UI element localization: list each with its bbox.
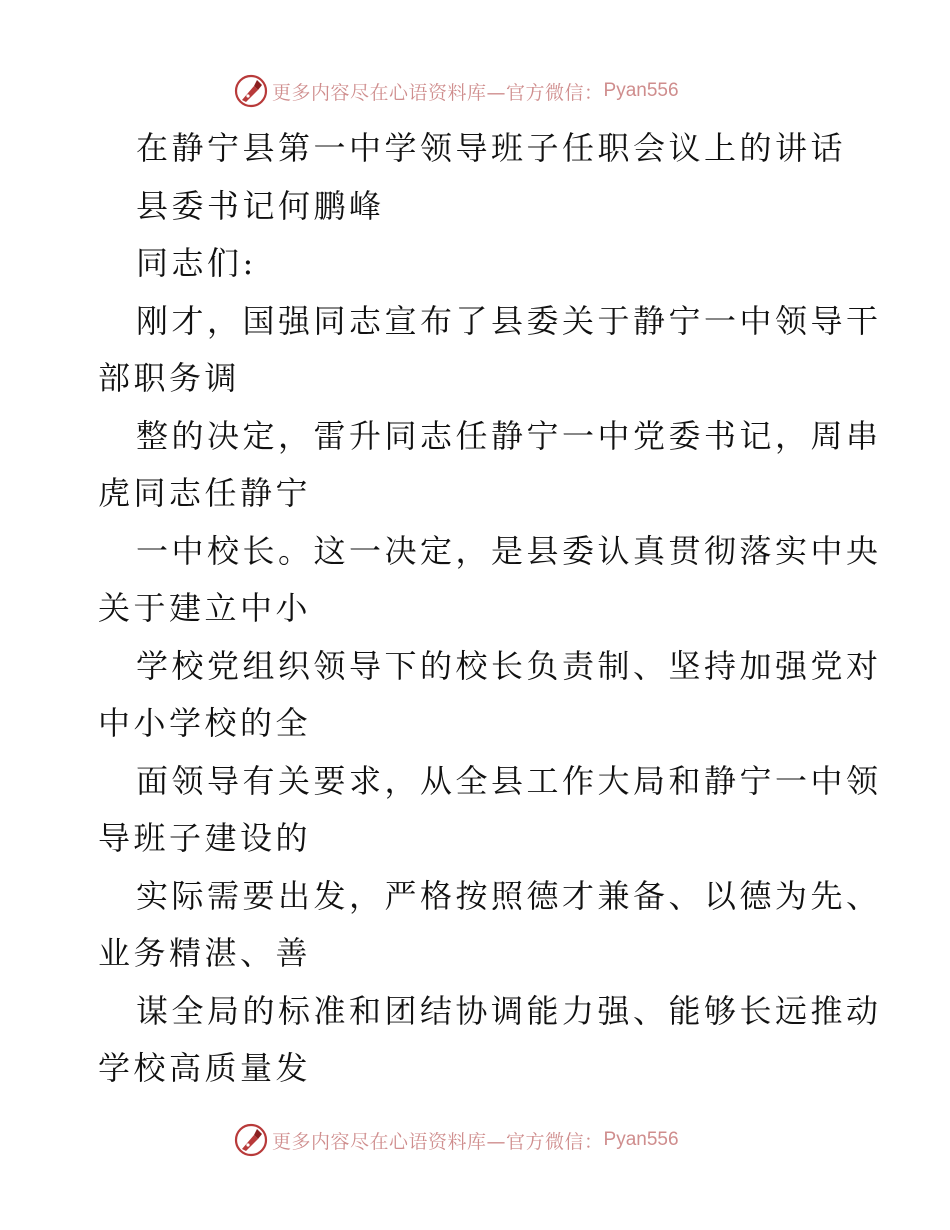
- paragraph-line: 一中校长。这一决定，是县委认真贯彻落实中央: [136, 531, 882, 570]
- watermark-handle: Pyan556: [603, 80, 679, 101]
- paragraph-line: 关于建立中小: [98, 589, 312, 627]
- pen-nib-logo-icon: [234, 74, 268, 108]
- watermark-text: 更多内容尽在心语资料库—官方微信：: [272, 81, 604, 104]
- paragraph-line: 导班子建设的: [98, 819, 312, 857]
- paragraph-line: 整的决定，雷升同志任静宁一中党委书记，周串: [136, 416, 882, 455]
- paragraph-line: 同志们:: [136, 244, 257, 282]
- document-body: [98, 120, 882, 1098]
- paragraph-line: 学校高质量发: [98, 1049, 312, 1087]
- footer-watermark: [234, 1122, 679, 1158]
- paragraph-line: 中小学校的全: [98, 704, 312, 742]
- paragraph-line: 实际需要出发，严格按照德才兼备、以德为先、: [136, 876, 882, 915]
- paragraph-line: 面领导有关要求，从全县工作大局和静宁一中领: [136, 761, 882, 800]
- pen-nib-logo-icon: [234, 1123, 268, 1157]
- paragraph-line: 刚才，国强同志宣布了县委关于静宁一中领导干: [136, 301, 882, 340]
- document-title: 在静宁县第一中学领导班子任职会议上的讲话: [136, 129, 847, 167]
- header-watermark: [234, 73, 679, 109]
- watermark-text: 更多内容尽在心语资料库—官方微信：: [272, 1130, 604, 1153]
- paragraph-line: 学校党组织领导下的校长负责制、坚持加强党对: [136, 646, 882, 685]
- paragraph-line: 虎同志任静宁: [98, 474, 312, 512]
- paragraph-line: 谋全局的标准和团结协调能力强、能够长远推动: [136, 991, 882, 1030]
- document-author: 县委书记何鹏峰: [136, 186, 385, 225]
- paragraph-line: 部职务调: [98, 359, 241, 397]
- watermark-handle: Pyan556: [603, 1129, 679, 1150]
- paragraph-line: 业务精湛、善: [98, 934, 312, 972]
